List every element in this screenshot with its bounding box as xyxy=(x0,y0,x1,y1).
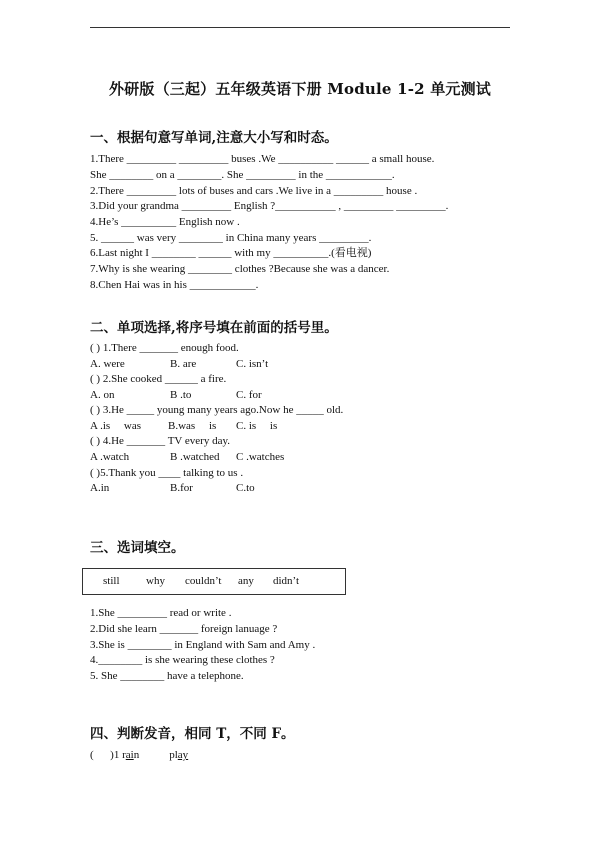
phonics-underlined-letters: ai xyxy=(125,749,134,761)
option-c: C.to xyxy=(236,482,255,494)
section1-line: 6.Last night I ________ ______ with my __________.(看电视) xyxy=(90,247,372,259)
option-b: B. are xyxy=(170,358,197,370)
section1-line: She ________ on a ________. She _________ in the ____________. xyxy=(90,169,395,181)
option-a: A .is was xyxy=(90,420,142,432)
option-a: A .watch xyxy=(90,451,130,463)
page-title: 外研版（三起）五年级英语下册 Module 1-2 单元测试 xyxy=(108,80,491,98)
question-stem: ( ) 4.He _______ TV every day. xyxy=(90,435,231,447)
section1-line: 2.There _________ lots of buses and cars .We live in a _________ house . xyxy=(90,185,418,197)
section1-line: 7.Why is she wearing ________ clothes ?Because she was a dancer. xyxy=(90,263,390,275)
option-c: C. isn’t xyxy=(236,358,269,370)
section1-line: 8.Chen Hai was in his ____________. xyxy=(90,279,259,291)
section1-line: 4.He’s __________ English now . xyxy=(90,216,240,228)
section3-heading: 三、选词填空。 xyxy=(90,540,185,556)
option-b: B .to xyxy=(170,389,192,401)
word-bank-word: still xyxy=(103,575,120,587)
section3-line: 1.She _________ read or write . xyxy=(90,607,232,619)
phonics-underlined-letters: ay xyxy=(177,749,189,761)
option-c: C. is is xyxy=(236,420,278,432)
option-a: A. were xyxy=(90,358,125,370)
section4-heading: 四、判断发音，相同 T，不同 F。 xyxy=(90,726,295,742)
word-bank-word: any xyxy=(238,575,254,587)
section1-line: 3.Did your grandma _________ English ?___________ , _________ _________. xyxy=(90,200,449,212)
question-stem: ( ) 1.There _______ enough food. xyxy=(90,342,239,354)
word-bank-word: why xyxy=(146,575,165,587)
option-c: C .watches xyxy=(236,451,285,463)
option-b: B.for xyxy=(170,482,193,494)
section3-line: 5. She ________ have a telephone. xyxy=(90,670,244,682)
section3-line: 2.Did she learn _______ foreign lanuage ? xyxy=(90,623,278,635)
phonics-item xyxy=(90,748,188,762)
question-stem: ( ) 2.She cooked ______ a fire. xyxy=(90,373,227,385)
word-bank-box xyxy=(82,568,346,595)
phonics-word-start: pl xyxy=(169,749,178,761)
option-a: A. on xyxy=(90,389,115,401)
question-stem: ( ) 3.He _____ young many years ago.Now he _____ old. xyxy=(90,404,344,416)
phonics-prefix: ( )1 r xyxy=(90,749,126,761)
option-c: C. for xyxy=(236,389,262,401)
question-stem: ( )5.Thank you ____ talking to us . xyxy=(90,467,244,479)
header-rule xyxy=(90,27,510,28)
word-bank-word: didn’t xyxy=(273,575,300,587)
section1-line: 5. ______ was very ________ in China many years _________. xyxy=(90,232,372,244)
word-bank-word: couldn’t xyxy=(185,575,222,587)
section2-heading: 二、单项选择,将序号填在前面的括号里。 xyxy=(90,320,338,336)
option-b: B.was is xyxy=(168,420,217,432)
phonics-word-rest: n xyxy=(133,749,140,761)
section1-line: 1.There _________ _________ buses .We __________ ______ a small house. xyxy=(90,153,435,165)
section3-line: 3.She is ________ in England with Sam and Amy . xyxy=(90,639,316,651)
option-a: A.in xyxy=(90,482,110,494)
section1-heading: 一、根据句意写单词,注意大小写和时态。 xyxy=(90,130,338,146)
option-b: B .watched xyxy=(170,451,220,463)
section3-line: 4.________ is she wearing these clothes ? xyxy=(90,654,275,666)
